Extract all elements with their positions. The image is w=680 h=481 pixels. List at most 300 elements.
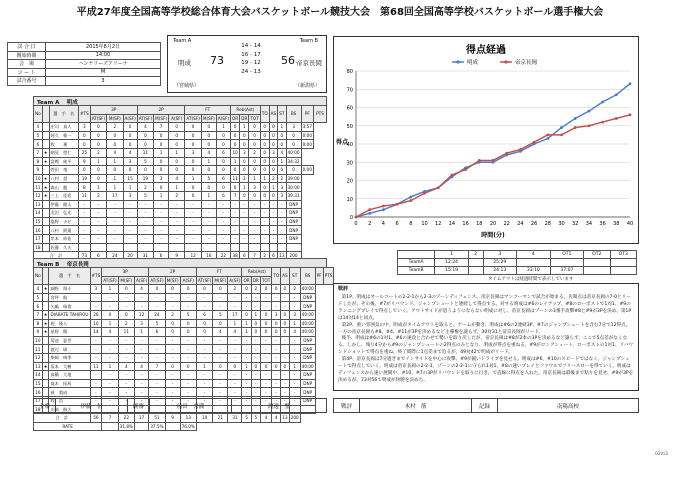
stat-cell: - bbox=[90, 336, 102, 345]
rate-row bbox=[34, 422, 334, 431]
x-tick-label: 12 bbox=[435, 221, 442, 227]
quarter-time-cell bbox=[584, 259, 610, 267]
stat-cell: - bbox=[180, 336, 196, 345]
data-point bbox=[560, 126, 563, 129]
stat-cell: 12 bbox=[134, 310, 148, 319]
x-axis-label: 時間(分) bbox=[481, 232, 505, 239]
info-value: 3 bbox=[46, 77, 161, 86]
stat-cell: - bbox=[201, 200, 216, 209]
info-row bbox=[8, 51, 161, 60]
stat-cell: 0 bbox=[165, 362, 180, 371]
stat-cell: - bbox=[90, 209, 106, 218]
stat-cell: - bbox=[260, 388, 271, 397]
stat-cell: 0 bbox=[123, 166, 137, 175]
stat-cell: - bbox=[289, 379, 300, 388]
stat-cell: - bbox=[154, 226, 169, 235]
stat-cell: - bbox=[118, 396, 134, 405]
data-point bbox=[588, 124, 591, 127]
stat-cell: - bbox=[240, 217, 249, 226]
quarter-time-cell: TeamB bbox=[398, 267, 435, 275]
stat-cell: - bbox=[269, 217, 278, 226]
stat-cell: - bbox=[123, 200, 137, 209]
stat-cell: - bbox=[149, 345, 165, 354]
stat-cell: 39:00 bbox=[287, 175, 300, 181]
total-cell: 24 bbox=[107, 252, 123, 261]
quarter-score: 14 - 14 bbox=[241, 43, 261, 49]
stat-cell: 0 bbox=[231, 131, 240, 140]
stat-cell: 1 bbox=[242, 319, 251, 328]
y-axis-label: 得点 bbox=[335, 139, 349, 146]
stat-cell: 4 bbox=[213, 328, 228, 337]
stat-cell: - bbox=[242, 293, 251, 302]
stat-cell: - bbox=[90, 371, 102, 380]
stat-cell bbox=[42, 217, 49, 226]
stat-cell bbox=[249, 243, 260, 252]
column-subheader: AT(SF) bbox=[186, 115, 200, 121]
stat-cell: - bbox=[228, 379, 242, 388]
stat-cell: - bbox=[216, 209, 230, 218]
table-row bbox=[34, 140, 327, 149]
total-cell: 9 bbox=[165, 414, 180, 423]
column-header: PTS bbox=[323, 268, 334, 285]
stat-cell: 3 bbox=[185, 148, 201, 157]
stat-cell: 2 bbox=[269, 174, 278, 183]
stat-cell: - bbox=[251, 293, 260, 302]
stat-cell: 15 bbox=[35, 380, 41, 386]
quarter-time-cell bbox=[610, 259, 636, 267]
stat-cell: 0 bbox=[260, 140, 269, 149]
stat-cell: - bbox=[107, 234, 123, 243]
stat-cell: 1 bbox=[102, 285, 118, 294]
stat-cell bbox=[269, 243, 278, 252]
stat-cell: 0 bbox=[216, 157, 230, 166]
stat-cell: - bbox=[249, 217, 260, 226]
table-row bbox=[34, 166, 327, 175]
column-header: BS bbox=[286, 106, 301, 123]
stat-cell: 0 bbox=[154, 140, 169, 149]
stat-cell: 0 bbox=[180, 285, 196, 294]
stat-cell: - bbox=[289, 396, 300, 405]
stat-cell: 25 bbox=[79, 148, 91, 157]
stat-cell: 3 bbox=[278, 191, 286, 200]
stat-cell: 0 bbox=[90, 131, 106, 140]
column-header bbox=[42, 106, 49, 123]
quarter-time-head: 4 bbox=[517, 251, 551, 259]
stat-cell: - bbox=[149, 396, 165, 405]
stat-cell: - bbox=[185, 226, 201, 235]
stat-cell: DNP bbox=[286, 234, 301, 243]
stat-cell: 0 bbox=[118, 285, 134, 294]
stat-cell: - bbox=[242, 388, 251, 397]
stat-cell: 0 bbox=[180, 319, 196, 328]
stat-cell: - bbox=[169, 234, 185, 243]
stat-cell bbox=[42, 131, 49, 140]
stat-cell: - bbox=[118, 379, 134, 388]
stat-cell bbox=[42, 371, 49, 380]
stat-cell: - bbox=[102, 379, 118, 388]
stat-cell: ★ bbox=[43, 184, 48, 190]
column-header: ST bbox=[289, 268, 300, 285]
table-row bbox=[34, 243, 327, 252]
x-tick-label: 16 bbox=[462, 221, 469, 227]
stat-cell: - bbox=[102, 388, 118, 397]
stat-cell: - bbox=[260, 336, 271, 345]
rate-cell bbox=[134, 422, 148, 431]
stat-cell: 1 bbox=[154, 191, 169, 200]
stat-cell: 0 bbox=[107, 131, 123, 140]
stat-cell: 4 bbox=[34, 123, 43, 132]
stat-cell: 0 bbox=[249, 166, 260, 175]
stat-cell: 5 bbox=[137, 191, 153, 200]
stat-cell: 40:00 bbox=[287, 150, 300, 156]
stat-cell: - bbox=[260, 371, 271, 380]
column-subheader: M(SF) bbox=[202, 115, 215, 121]
stat-cell: 1 bbox=[102, 319, 118, 328]
stat-cell: - bbox=[240, 226, 249, 235]
stat-cell: 0 bbox=[231, 123, 240, 132]
stat-cell: 1 bbox=[228, 319, 242, 328]
column-header: 選 手 名 bbox=[49, 106, 78, 123]
rate-cell: 37.5% bbox=[150, 423, 164, 429]
stat-cell: 1 bbox=[216, 123, 230, 132]
table-row bbox=[34, 234, 327, 243]
stat-cell: - bbox=[118, 371, 134, 380]
stat-cell: 19 bbox=[79, 174, 91, 183]
stat-cell: 18 bbox=[35, 406, 41, 412]
official-name: 伊藤 恒 bbox=[56, 399, 128, 413]
stat-cell: - bbox=[196, 388, 212, 397]
commentary-box bbox=[333, 283, 639, 391]
stat-cell: 0 bbox=[260, 148, 269, 157]
stat-cell: 1 bbox=[185, 174, 201, 183]
stat-cell: ★ bbox=[43, 312, 48, 318]
total-cell: 13 bbox=[180, 414, 196, 423]
stat-cell: 0 bbox=[196, 319, 212, 328]
official-name: 渡邊 整 bbox=[232, 399, 327, 413]
stat-cell: - bbox=[278, 200, 286, 209]
stat-cell: - bbox=[90, 234, 106, 243]
stat-cell: 1 bbox=[201, 157, 216, 166]
stat-cell: - bbox=[149, 388, 165, 397]
report-title: 平成27年度全国高等学校総合体育大会バスケットボール競技大会 第68回全国高等学校バスケットボール選手権大会 bbox=[76, 7, 604, 18]
stat-cell: 30:00 bbox=[287, 184, 300, 190]
table-row bbox=[34, 131, 327, 140]
stat-cell: 4 bbox=[107, 148, 123, 157]
stat-cell: 10 bbox=[35, 175, 41, 181]
data-point bbox=[588, 110, 591, 113]
quarter-time-cell bbox=[468, 267, 483, 275]
stat-cell: DNP bbox=[300, 396, 315, 405]
stat-cell: 12 bbox=[35, 193, 41, 199]
data-point bbox=[629, 113, 632, 116]
stat-cell: 0 bbox=[240, 140, 249, 149]
total-cell: 10 bbox=[196, 414, 212, 423]
stat-cell: - bbox=[149, 293, 165, 302]
total-cell: 13 bbox=[282, 415, 288, 421]
player-name: 川崎 修大 bbox=[49, 405, 90, 414]
stat-cell bbox=[42, 243, 49, 252]
stat-cell: 0 bbox=[260, 362, 271, 371]
stat-cell: - bbox=[278, 234, 286, 243]
column-header: Reb(Ast) bbox=[242, 268, 272, 277]
stat-cell: - bbox=[90, 379, 102, 388]
player-name: 庄司 真人 bbox=[49, 123, 78, 132]
stat-cell: 6 bbox=[34, 302, 43, 311]
quarter-time-table bbox=[397, 250, 637, 275]
stat-cell bbox=[42, 388, 49, 397]
stat-cell: - bbox=[260, 217, 269, 226]
team-b-total: 56 bbox=[281, 54, 295, 67]
stat-cell: 17 bbox=[228, 310, 242, 319]
stat-cell: 3 bbox=[289, 310, 300, 319]
stat-cell: 5 bbox=[213, 310, 228, 319]
stat-cell bbox=[154, 243, 169, 252]
total-cell: 22 bbox=[118, 414, 134, 423]
column-subheader: A(SF) bbox=[229, 277, 241, 283]
info-value: M bbox=[46, 68, 161, 77]
column-subheader: A(SF) bbox=[135, 277, 148, 283]
stat-cell: 2 bbox=[228, 285, 242, 294]
stat-cell: - bbox=[165, 293, 180, 302]
stat-cell: - bbox=[228, 293, 242, 302]
x-tick-label: 2 bbox=[368, 221, 372, 227]
stat-cell: - bbox=[137, 209, 153, 218]
stat-cell: 0 bbox=[231, 183, 240, 192]
stat-cell: - bbox=[118, 293, 134, 302]
stat-cell: - bbox=[228, 396, 242, 405]
stat-cell: - bbox=[79, 209, 91, 218]
stat-cell: - bbox=[260, 234, 269, 243]
stat-cell: - bbox=[269, 226, 278, 235]
stat-cell: - bbox=[260, 293, 271, 302]
stat-cell: 7 bbox=[149, 362, 165, 371]
stat-cell: 9 bbox=[34, 328, 43, 337]
player-name: 星野 陽 bbox=[49, 328, 90, 337]
officials-right bbox=[333, 398, 639, 413]
stat-cell: 0 bbox=[213, 319, 228, 328]
x-tick-label: 10 bbox=[421, 221, 428, 227]
stat-cell: 8 bbox=[34, 319, 43, 328]
stat-cell: 0 bbox=[118, 310, 134, 319]
stat-cell: - bbox=[228, 388, 242, 397]
table-row bbox=[34, 217, 327, 226]
stat-cell: 10 bbox=[232, 150, 238, 156]
team-b-label: Team B bbox=[299, 38, 318, 44]
stat-cell: 11 bbox=[118, 328, 134, 337]
stat-cell: 3 bbox=[240, 148, 249, 157]
stat-cell: - bbox=[242, 371, 251, 380]
stat-cell: - bbox=[201, 226, 216, 235]
player-name: 髙橋 大地 bbox=[49, 371, 90, 380]
stat-cell: - bbox=[134, 388, 148, 397]
stat-cell: ★ bbox=[43, 320, 48, 326]
stat-cell: - bbox=[260, 345, 271, 354]
stat-cell: 6 bbox=[216, 148, 230, 157]
stat-cell: - bbox=[149, 379, 165, 388]
total-cell: 6 bbox=[90, 252, 106, 261]
stat-cell: 4 bbox=[201, 148, 216, 157]
stat-cell: - bbox=[102, 396, 118, 405]
team-a-total: 73 bbox=[210, 54, 224, 67]
chart-svg bbox=[334, 37, 638, 243]
player-name: 柴崎 絢季 bbox=[49, 353, 90, 362]
quarter-score: 16 - 17 bbox=[241, 51, 261, 58]
stat-cell: 5 bbox=[201, 174, 216, 183]
x-tick-label: 4 bbox=[381, 221, 385, 227]
stat-cell: - bbox=[289, 353, 300, 362]
stat-cell: 7 bbox=[231, 191, 240, 200]
stat-cell: 1 bbox=[278, 157, 286, 166]
series-line bbox=[356, 84, 630, 217]
stat-cell: - bbox=[169, 217, 185, 226]
stat-cell: - bbox=[134, 353, 148, 362]
stat-cell: 10 bbox=[90, 319, 102, 328]
table-row bbox=[34, 302, 334, 311]
stat-cell: - bbox=[134, 302, 148, 311]
stat-cell: - bbox=[281, 371, 290, 380]
stat-cell: 1 bbox=[90, 183, 106, 192]
stat-cell: 0 bbox=[169, 166, 185, 175]
stat-cell: 40:00 bbox=[301, 286, 314, 292]
stat-cell: - bbox=[278, 217, 286, 226]
stat-cell: 4 bbox=[134, 362, 148, 371]
stat-cell: - bbox=[281, 353, 290, 362]
stat-cell: 0 bbox=[90, 123, 106, 132]
stat-cell: - bbox=[79, 200, 91, 209]
table-row bbox=[34, 200, 327, 209]
stat-cell: - bbox=[107, 226, 123, 235]
player-name: 伊藤 健人 bbox=[49, 200, 78, 209]
stat-cell: - bbox=[180, 345, 196, 354]
total-cell: 51 bbox=[149, 414, 165, 423]
player-name: 岸本 紗佑 bbox=[49, 234, 78, 243]
stat-cell: 7 bbox=[154, 123, 169, 132]
quarter-time-cell bbox=[517, 259, 551, 267]
column-subheader: M(SF) bbox=[107, 114, 123, 123]
x-tick-label: 34 bbox=[585, 221, 593, 227]
stat-cell: DNP bbox=[300, 388, 315, 397]
stat-cell: - bbox=[118, 336, 134, 345]
column-header: Reb(Ast) bbox=[231, 106, 261, 115]
series-line bbox=[356, 115, 630, 217]
stat-cell bbox=[278, 243, 286, 252]
stat-cell: 0 bbox=[260, 191, 269, 200]
official-name: 南陽高校 bbox=[498, 399, 639, 413]
stat-cell: 12 bbox=[35, 355, 41, 361]
stat-cell bbox=[79, 243, 91, 252]
stat-cell: 0 bbox=[281, 362, 290, 371]
stat-cell: - bbox=[251, 302, 260, 311]
stat-cell: 0 bbox=[185, 131, 201, 140]
stat-cell: - bbox=[228, 336, 242, 345]
stat-cell: - bbox=[251, 371, 260, 380]
stat-cell: - bbox=[134, 336, 148, 345]
stat-cell: - bbox=[196, 353, 212, 362]
data-point bbox=[560, 133, 563, 136]
info-key: 試合番号 bbox=[8, 77, 46, 86]
x-tick-label: 6 bbox=[395, 221, 399, 227]
column-subheader: A(SF) bbox=[180, 276, 196, 285]
stat-cell: 0:00 bbox=[302, 167, 312, 173]
stat-cell: - bbox=[278, 226, 286, 235]
stat-cell: - bbox=[102, 345, 118, 354]
column-header: 3P bbox=[90, 106, 137, 115]
table-row bbox=[34, 388, 334, 397]
stat-cell: 40:00 bbox=[301, 312, 314, 318]
stat-cell: - bbox=[240, 234, 249, 243]
stat-cell: - bbox=[90, 388, 102, 397]
stat-cell: - bbox=[281, 293, 290, 302]
stat-cell: - bbox=[102, 293, 118, 302]
stat-cell: - bbox=[196, 345, 212, 354]
stat-cell: - bbox=[137, 200, 153, 209]
stat-cell: ★ bbox=[43, 175, 48, 181]
stat-cell: - bbox=[134, 379, 148, 388]
table-row bbox=[34, 379, 334, 388]
stat-cell: - bbox=[231, 226, 240, 235]
stat-cell: 40:00 bbox=[301, 329, 314, 335]
stat-cell: - bbox=[118, 302, 134, 311]
stat-cell: 3 bbox=[269, 148, 278, 157]
stat-cell: - bbox=[134, 345, 148, 354]
stat-cell: 0 bbox=[201, 131, 216, 140]
stat-cell: - bbox=[90, 217, 106, 226]
quarter-score: 24 - 13 bbox=[241, 68, 261, 75]
stat-cell: 8 bbox=[34, 157, 43, 166]
column-subheader: AT(SF) bbox=[138, 115, 153, 121]
player-name: 北沢 弘光 bbox=[49, 209, 78, 218]
stat-cell: 26 bbox=[90, 310, 102, 319]
stat-cell: 0 bbox=[231, 140, 240, 149]
stat-cell: 0 bbox=[249, 157, 260, 166]
stat-cell bbox=[42, 200, 49, 209]
x-tick-label: 8 bbox=[409, 221, 413, 227]
stat-cell: 0 bbox=[154, 157, 169, 166]
header-row bbox=[34, 106, 327, 115]
stat-cell: - bbox=[213, 336, 228, 345]
x-tick-label: 38 bbox=[613, 221, 620, 227]
stat-cell: - bbox=[102, 302, 118, 311]
column-header: AS bbox=[269, 106, 278, 123]
info-row bbox=[8, 60, 161, 69]
data-point bbox=[382, 205, 385, 208]
stat-cell: - bbox=[269, 200, 278, 209]
stat-cell: 1 bbox=[102, 362, 118, 371]
stat-cell: 2 bbox=[249, 148, 260, 157]
stat-cell: - bbox=[196, 336, 212, 345]
stat-cell: - bbox=[260, 379, 271, 388]
stat-cell: 1 bbox=[231, 157, 240, 166]
stat-cell: 2 bbox=[165, 310, 180, 319]
stat-cell: 0 bbox=[260, 123, 269, 132]
quarter-time-cell bbox=[584, 267, 610, 275]
total-cell: 38 bbox=[232, 253, 238, 259]
column-header: TO bbox=[272, 268, 281, 285]
stat-cell: - bbox=[134, 371, 148, 380]
data-point bbox=[546, 137, 549, 140]
player-name: 佐藤 久夫 bbox=[49, 243, 78, 252]
stat-cell: 0 bbox=[281, 328, 290, 337]
stat-cell: 0:00 bbox=[302, 132, 312, 138]
stat-cell: - bbox=[281, 388, 290, 397]
stat-cell: 0 bbox=[228, 362, 242, 371]
stat-cell: 0 bbox=[272, 285, 281, 294]
stat-cell: 4 bbox=[123, 148, 137, 157]
stat-cell: - bbox=[196, 302, 212, 311]
stat-cell: - bbox=[281, 336, 290, 345]
column-header: TO bbox=[260, 106, 269, 123]
column-subheader: TOT bbox=[261, 277, 271, 283]
